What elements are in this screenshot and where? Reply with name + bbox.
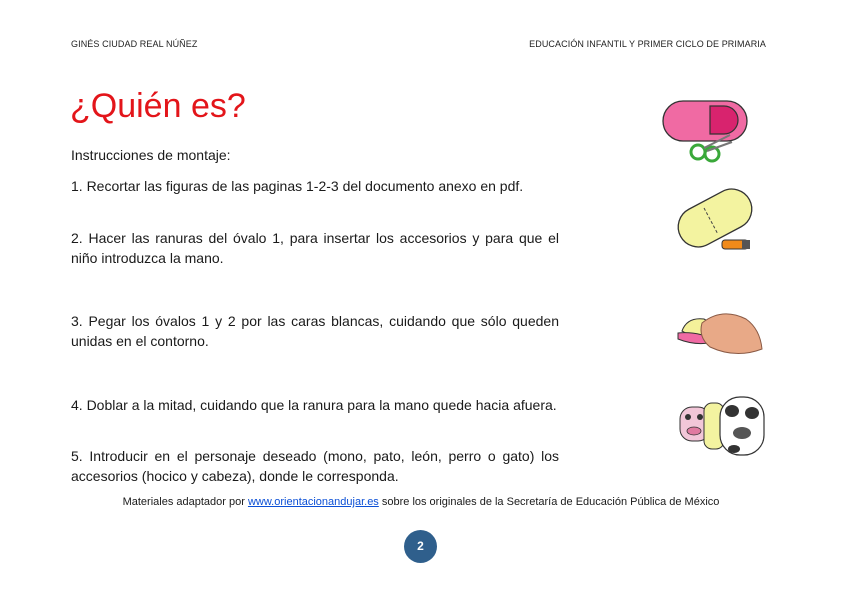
hand-in-oval-illustration (672, 303, 768, 365)
header-course: EDUCACIÓN INFANTIL Y PRIMER CICLO DE PRIMARIA (529, 39, 766, 49)
step-5: 5. Introducir en el personaje deseado (mono, pato, león, perro o gato) los accesorios (hocico y cabeza), donde le corresponda. (71, 448, 559, 484)
page-title: ¿Quién es? (70, 87, 246, 125)
header-author: GINÉS CIUDAD REAL NÚÑEZ (71, 39, 198, 49)
step-4: 4. Doblar a la mitad, cuidando que la ranura para la mano quede hacia afuera. (71, 397, 557, 413)
animal-puppet-illustration (676, 393, 768, 461)
step-3: 3. Pegar los óvalos 1 y 2 por las caras blancas, cuidando que sólo queden unidas en el contorno. (71, 313, 559, 349)
footer-text-after: sobre los originales de la Secretaría de Educación Pública de México (378, 496, 720, 508)
page-number-badge: 2 (404, 530, 437, 563)
instructions-heading: Instrucciones de montaje: (71, 147, 231, 163)
pink-oval-scissors-illustration (660, 95, 758, 165)
yellow-oval-cutter-illustration (670, 180, 762, 260)
step-1: 1. Recortar las figuras de las paginas 1-2-3 del documento anexo en pdf. (71, 178, 524, 194)
footer-link[interactable]: www.orientacionandujar.es (247, 496, 379, 508)
footer-text-before: Materiales adaptador por (122, 496, 248, 508)
footer-credits (0, 496, 842, 508)
step-2: 2. Hacer las ranuras del óvalo 1, para insertar los accesorios y para que el niño introduzca la mano. (71, 230, 559, 266)
